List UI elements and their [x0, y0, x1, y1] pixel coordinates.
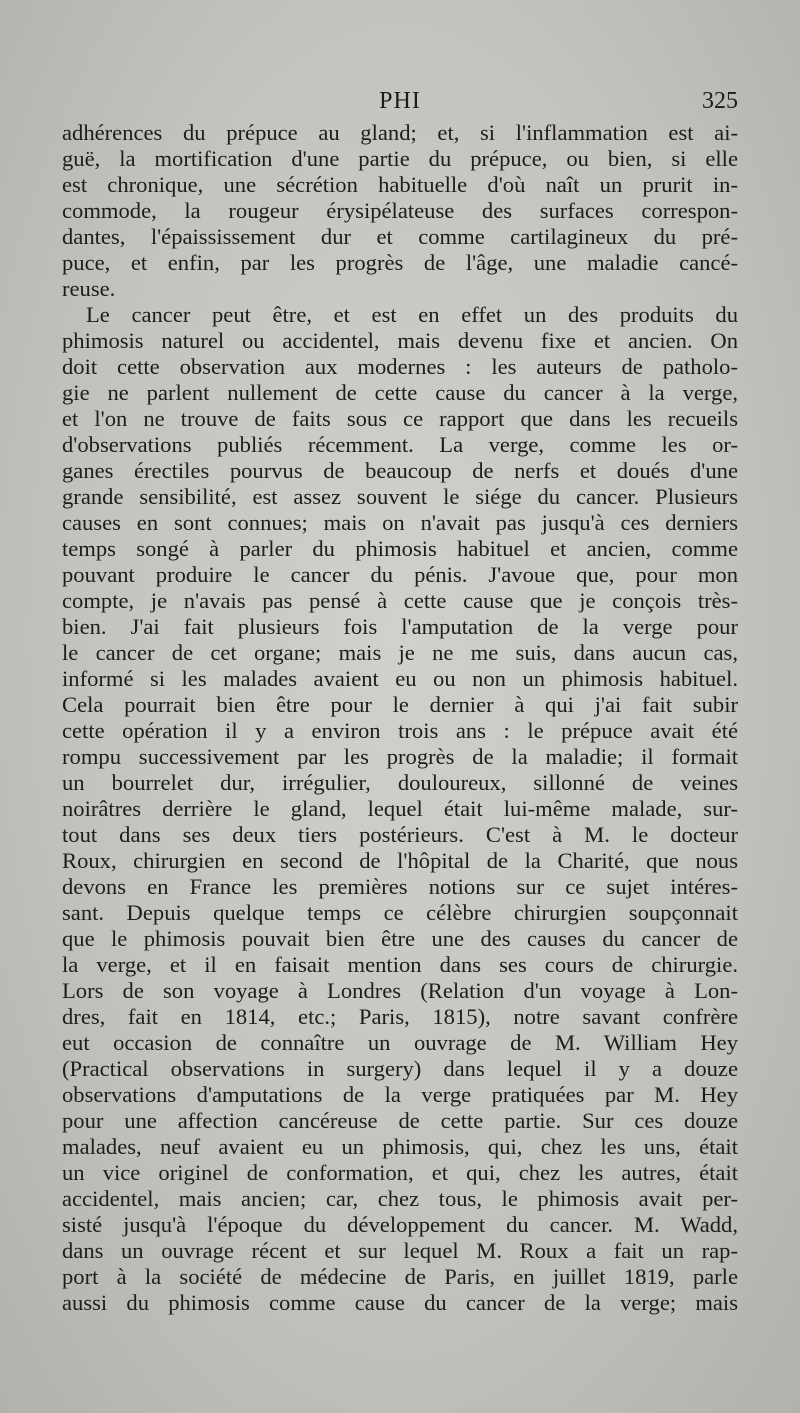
- text-line: est chronique, une sécrétion habituelle d'où naît un prurit in-: [62, 172, 738, 197]
- text-line: eut occasion de connaître un ouvrage de M. William Hey: [62, 1030, 738, 1055]
- running-head: PHI: [379, 88, 421, 114]
- text-line: (Practical observations in surgery) dans lequel il y a douze: [62, 1056, 738, 1081]
- text-line: grande sensibilité, est assez souvent le siége du cancer. Plusieurs: [62, 484, 738, 509]
- text-line: aussi du phimosis comme cause du cancer de la verge; mais: [62, 1290, 738, 1315]
- text-line: observations d'amputations de la verge pratiquées par M. Hey: [62, 1082, 738, 1107]
- text-line: tout dans ses deux tiers postérieurs. C'est à M. le docteur: [62, 822, 738, 847]
- text-line: sant. Depuis quelque temps ce célèbre chirurgien soupçonnait: [62, 900, 738, 925]
- text-line: commode, la rougeur érysipélateuse des surfaces correspon-: [62, 198, 738, 223]
- text-line: informé si les malades avaient eu ou non un phimosis habituel.: [62, 666, 738, 691]
- text-line: un bourrelet dur, irrégulier, douloureux, sillonné de veines: [62, 770, 738, 795]
- text-line: la verge, et il en faisait mention dans ses cours de chirurgie.: [62, 952, 738, 977]
- text-line: temps songé à parler du phimosis habituel et ancien, comme: [62, 536, 738, 561]
- text-line: ganes érectiles pourvus de beaucoup de nerfs et doués d'une: [62, 458, 738, 483]
- text-line: dans un ouvrage récent et sur lequel M. Roux a fait un rap-: [62, 1238, 738, 1263]
- body-text: [62, 120, 738, 1316]
- text-line: dantes, l'épaississement dur et comme cartilagineux du pré-: [62, 224, 738, 249]
- text-line: Roux, chirurgien en second de l'hôpital de la Charité, que nous: [62, 848, 738, 873]
- text-line: noirâtres derrière le gland, lequel était lui-même malade, sur-: [62, 796, 738, 821]
- text-line: puce, et enfin, par les progrès de l'âge, une maladie cancé-: [62, 250, 738, 275]
- text-line: causes en sont connues; mais on n'avait pas jusqu'à ces derniers: [62, 510, 738, 535]
- text-line: gie ne parlent nullement de cette cause du cancer à la verge,: [62, 380, 738, 405]
- text-line: accidentel, mais ancien; car, chez tous, le phimosis avait per-: [62, 1186, 738, 1211]
- text-line: guë, la mortification d'une partie du prépuce, ou bien, si elle: [62, 146, 738, 171]
- text-line: sisté jusqu'à l'époque du développement du cancer. M. Wadd,: [62, 1212, 738, 1237]
- text-line: doit cette observation aux modernes : les auteurs de patholo-: [62, 354, 738, 379]
- text-line: phimosis naturel ou accidentel, mais devenu fixe et ancien. On: [62, 328, 738, 353]
- text-line: d'observations publiés récemment. La verge, comme les or-: [62, 432, 738, 457]
- text-line: pour une affection cancéreuse de cette partie. Sur ces douze: [62, 1108, 738, 1133]
- text-line: port à la société de médecine de Paris, en juillet 1819, parle: [62, 1264, 738, 1289]
- text-line: reuse.: [62, 276, 116, 301]
- text-line: que le phimosis pouvait bien être une des causes du cancer de: [62, 926, 738, 951]
- text-line: le cancer de cet organe; mais je ne me suis, dans aucun cas,: [62, 640, 738, 665]
- text-line: compte, je n'avais pas pensé à cette cause que je conçois très-: [62, 588, 738, 613]
- text-line: Cela pourrait bien être pour le dernier à qui j'ai fait subir: [62, 692, 738, 717]
- text-line: Lors de son voyage à Londres (Relation d'un voyage à Lon-: [62, 978, 738, 1003]
- text-line: Le cancer peut être, et est en effet un des produits du: [86, 302, 738, 327]
- text-line: rompu successivement par les progrès de la maladie; il formait: [62, 744, 738, 769]
- text-line: malades, neuf avaient eu un phimosis, qui, chez les uns, était: [62, 1134, 738, 1159]
- text-line: bien. J'ai fait plusieurs fois l'amputation de la verge pour: [62, 614, 738, 639]
- text-line: dres, fait en 1814, etc.; Paris, 1815), notre savant confrère: [62, 1004, 738, 1029]
- text-line: un vice originel de conformation, et qui, chez les autres, était: [62, 1160, 738, 1185]
- text-line: et l'on ne trouve de faits sous ce rapport que dans les recueils: [62, 406, 738, 431]
- page-header: [62, 88, 738, 120]
- text-line: devons en France les premières notions sur ce sujet intéres-: [62, 874, 738, 899]
- page-number: 325: [702, 88, 738, 114]
- text-line: adhérences du prépuce au gland; et, si l'inflammation est ai-: [62, 120, 738, 145]
- text-line: pouvant produire le cancer du pénis. J'avoue que, pour mon: [62, 562, 738, 587]
- text-line: cette opération il y a environ trois ans : le prépuce avait été: [62, 718, 738, 743]
